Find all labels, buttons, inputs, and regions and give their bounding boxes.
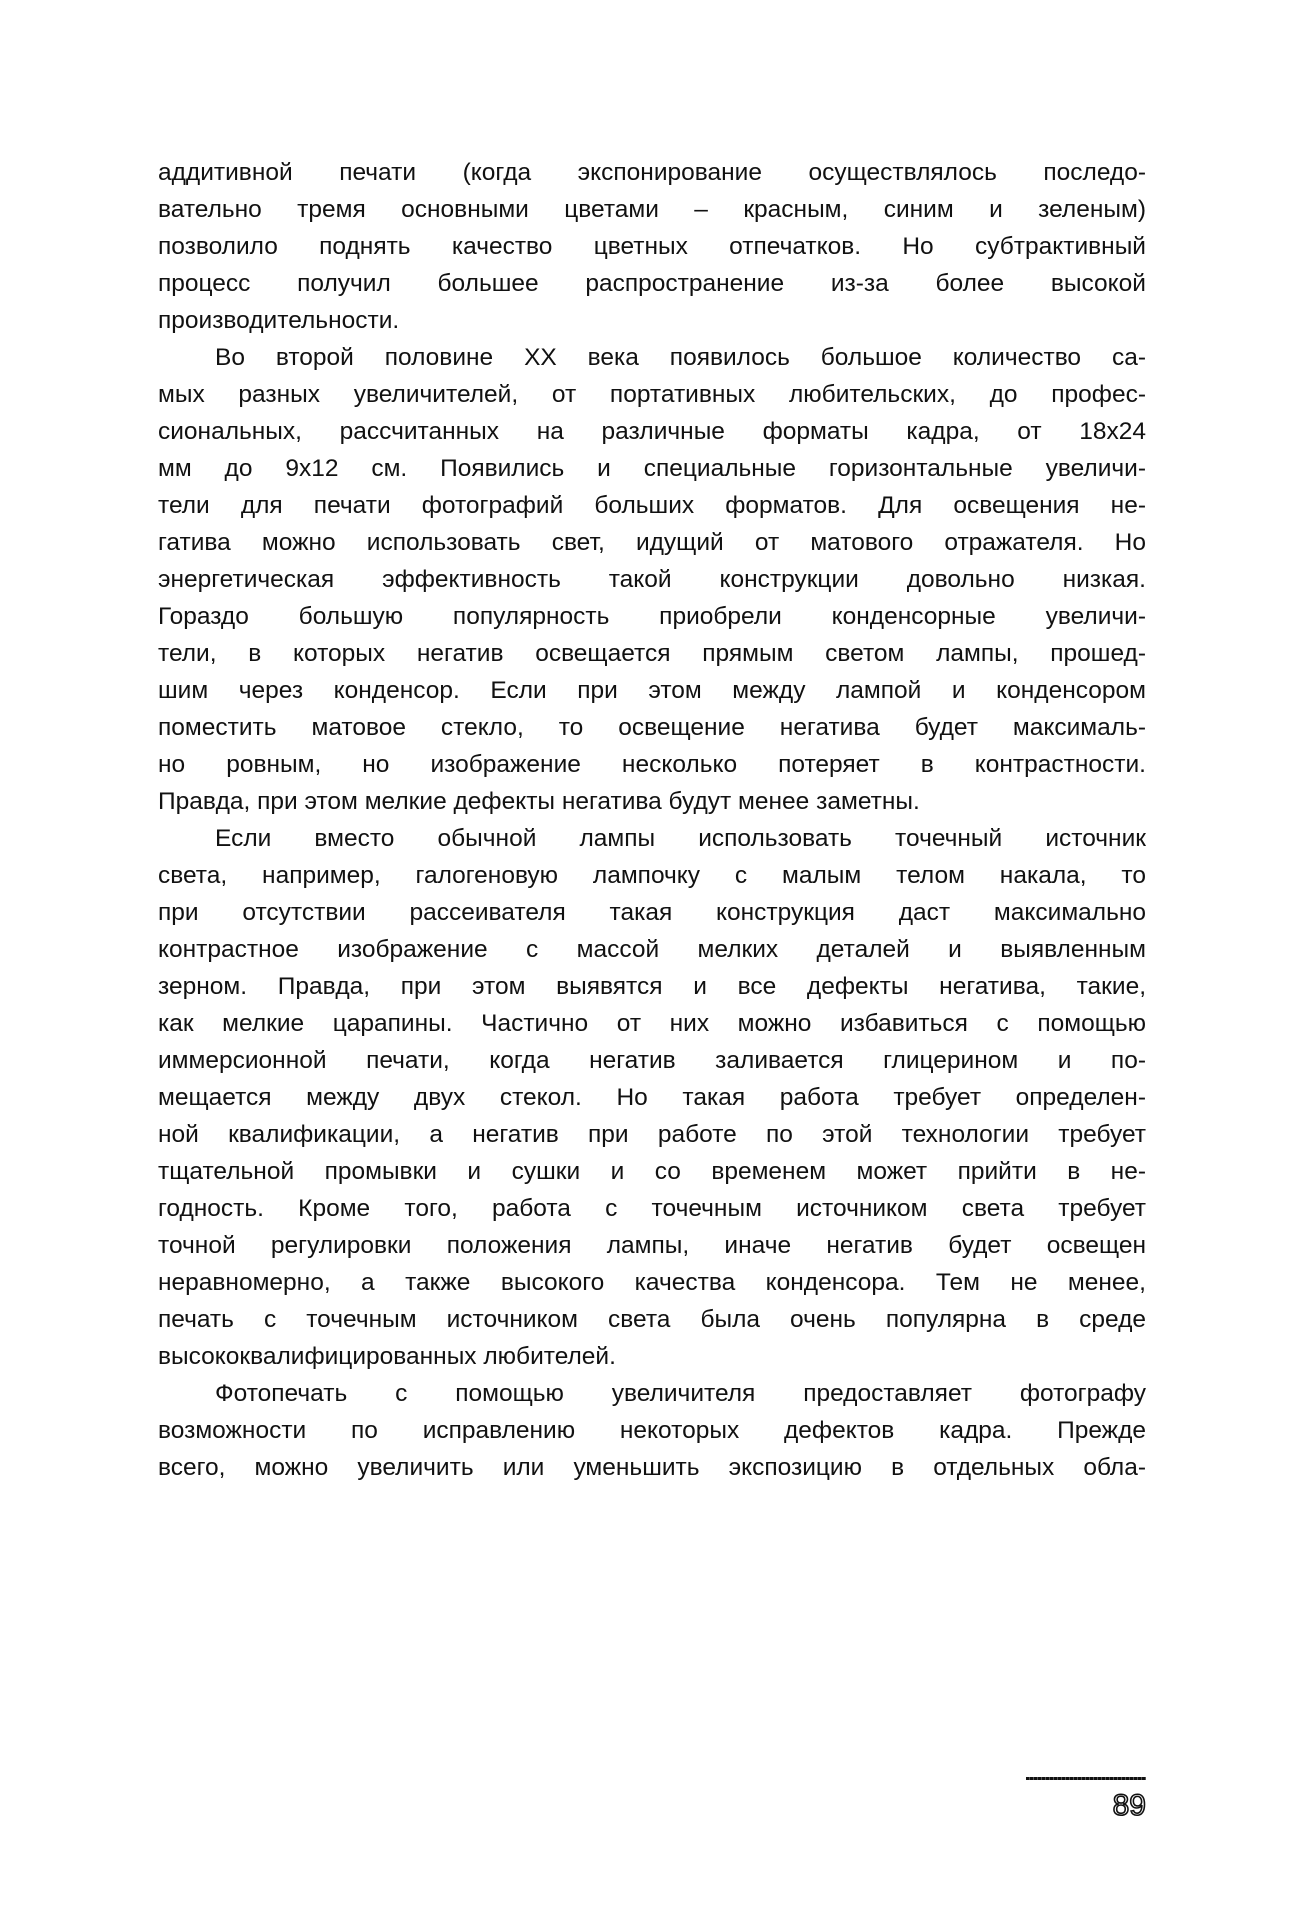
text-line: производительности. [158, 307, 400, 334]
text-line: поместить матовое стекло, то освещение негатива будет максималь- [158, 714, 1146, 741]
text-line: зерном. Правда, при этом выявятся и все дефекты негатива, такие, [158, 973, 1146, 1000]
text-line: Правда, при этом мелкие дефекты негатива будут менее заметны. [158, 788, 920, 815]
paragraph [158, 1375, 1146, 1486]
text-line: гатива можно использовать свет, идущий от матового отражателя. Но [158, 529, 1146, 556]
text-line: неравномерно, а также высокого качества конденсора. Тем не менее, [158, 1269, 1146, 1296]
text-line: при отсутствии рассеивателя такая конструкция даст максимально [158, 899, 1146, 926]
text-line: шим через конденсор. Если при этом между лампой и конденсором [158, 677, 1146, 704]
text-line: мых разных увеличителей, от портативных любительских, до профес- [158, 381, 1146, 408]
text-line: тщательной промывки и сушки и со временем может прийти в не- [158, 1158, 1146, 1185]
text-line: печать с точечным источником света была очень популярна в среде [158, 1306, 1146, 1333]
text-line: мещается между двух стекол. Но такая работа требует определен- [158, 1084, 1146, 1111]
text-line: процесс получил большее распространение из-за более высокой [158, 270, 1146, 297]
text-line: высококвалифицированных любителей. [158, 1343, 616, 1370]
text-line: мм до 9х12 см. Появились и специальные горизонтальные увеличи- [158, 455, 1146, 482]
text-line: Гораздо большую популярность приобрели конденсорные увеличи- [158, 603, 1146, 630]
page-number: 89 [1112, 1789, 1146, 1822]
text-line: тели для печати фотографий больших форматов. Для освещения не- [158, 492, 1146, 519]
text-line: всего, можно увеличить или уменьшить экспозицию в отдельных обла- [158, 1454, 1146, 1481]
text-line: точной регулировки положения лампы, иначе негатив будет освещен [158, 1232, 1146, 1259]
text-line: света, например, галогеновую лампочку с малым телом накала, то [158, 862, 1146, 889]
text-line: тели, в которых негатив освещается прямым светом лампы, прошед- [158, 640, 1146, 667]
footer-rule [1026, 1777, 1146, 1780]
text-line: иммерсионной печати, когда негатив заливается глицерином и по- [158, 1047, 1146, 1074]
body-text [158, 154, 1146, 1486]
text-line: но ровным, но изображение несколько потеряет в контрастности. [158, 751, 1146, 778]
text-line: Во второй половине XX века появилось большое количество са- [215, 344, 1146, 371]
text-line: позволило поднять качество цветных отпечатков. Но субтрактивный [158, 233, 1146, 260]
text-line: как мелкие царапины. Частично от них можно избавиться с помощью [158, 1010, 1146, 1037]
text-line: Если вместо обычной лампы использовать точечный источник [215, 825, 1146, 852]
text-line: возможности по исправлению некоторых дефектов кадра. Прежде [158, 1417, 1146, 1444]
paragraph [158, 820, 1146, 1375]
paragraph [158, 154, 1146, 339]
text-line: ной квалификации, а негатив при работе по этой технологии требует [158, 1121, 1146, 1148]
text-line: контрастное изображение с массой мелких деталей и выявленным [158, 936, 1146, 963]
text-line: энергетическая эффективность такой конструкции довольно низкая. [158, 566, 1146, 593]
text-line: аддитивной печати (когда экспонирование осуществлялось последо- [158, 159, 1146, 186]
text-line: вательно тремя основными цветами – красным, синим и зеленым) [158, 196, 1146, 223]
paragraph [158, 339, 1146, 820]
text-line: Фотопечать с помощью увеличителя предоставляет фотографу [215, 1380, 1146, 1407]
text-line: годность. Кроме того, работа с точечным источником света требует [158, 1195, 1146, 1222]
text-line: сиональных, рассчитанных на различные форматы кадра, от 18х24 [158, 418, 1146, 445]
